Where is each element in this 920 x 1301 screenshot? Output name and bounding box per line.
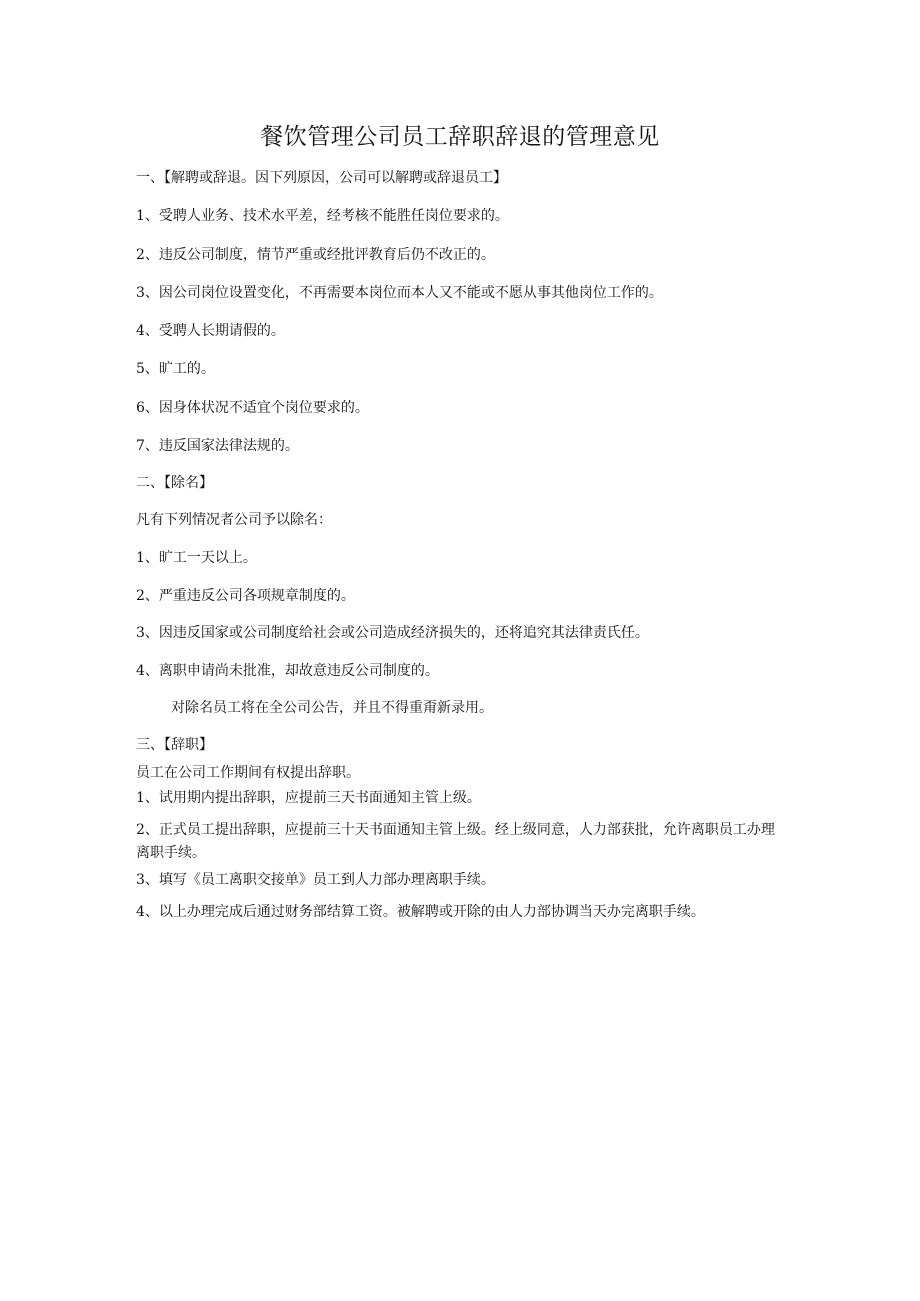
section3-item-3: 3、填写《员工离职交接单》员工到人力部办理离职手续。 xyxy=(136,872,495,888)
section2-item-2: 2、严重违反公司各项规章制度的。 xyxy=(136,588,355,604)
section1-item-4: 4、受聘人长期请假的。 xyxy=(136,323,285,339)
section1-item-6: 6、因身体状况不适宜个岗位要求的。 xyxy=(136,400,369,416)
section2-intro: 凡有下列情况者公司予以除名： xyxy=(136,512,332,528)
section2-note: 对除名员工将在全公司公告，并且不得重甭新录用。 xyxy=(171,700,493,716)
section3-item-2: 2、正式员工提出辞职，应提前三十天书面通知主管上级。经上级同意，人力部获批，允许离职员工办理离职手续。 xyxy=(136,822,775,861)
section1-heading: 一、【解聘或辞退。因下列原因，公司可以解聘或辞退员工】 xyxy=(136,170,507,186)
section1-item-1: 1、受聘人业务、技术水平差，经考核不能胜任岗位要求的。 xyxy=(136,208,509,224)
section1-item-7: 7、违反国家法律法规的。 xyxy=(136,438,299,454)
section1-item-5: 5、旷工的。 xyxy=(136,361,215,377)
section3-item-4: 4、以上办理完成后通过财务部结算工资。被解聘或开除的由人力部协调当天办完离职手续。 xyxy=(136,904,705,920)
section2-item-3: 3、因违反国家或公司制度给社会或公司造成经济损失的，还将追究其法律责氏任。 xyxy=(136,625,649,641)
section2-item-4: 4、离职申请尚未批准，却故意违反公司制度的。 xyxy=(136,663,439,679)
section2-heading: 二、【除名】 xyxy=(136,475,213,491)
section2-item-1: 1、旷工一天以上。 xyxy=(136,550,257,566)
section1-item-3: 3、因公司岗位设置变化，不再需要本岗位而本人又不能或不愿从事其他岗位工作的。 xyxy=(136,285,663,301)
document-title: 餐饮管理公司员工辞职辞退的管理意见 xyxy=(260,124,660,150)
section3-item-1: 1、试用期内提出辞职，应提前三天书面通知主管上级。 xyxy=(136,790,481,806)
section1-item-2: 2、违反公司制度，情节严重或经批评教育后仍不改正的。 xyxy=(136,247,495,263)
section3-intro: 员工在公司工作期间有权提出辞职。 xyxy=(136,765,360,781)
section3-heading: 三、【辞职】 xyxy=(136,737,213,753)
